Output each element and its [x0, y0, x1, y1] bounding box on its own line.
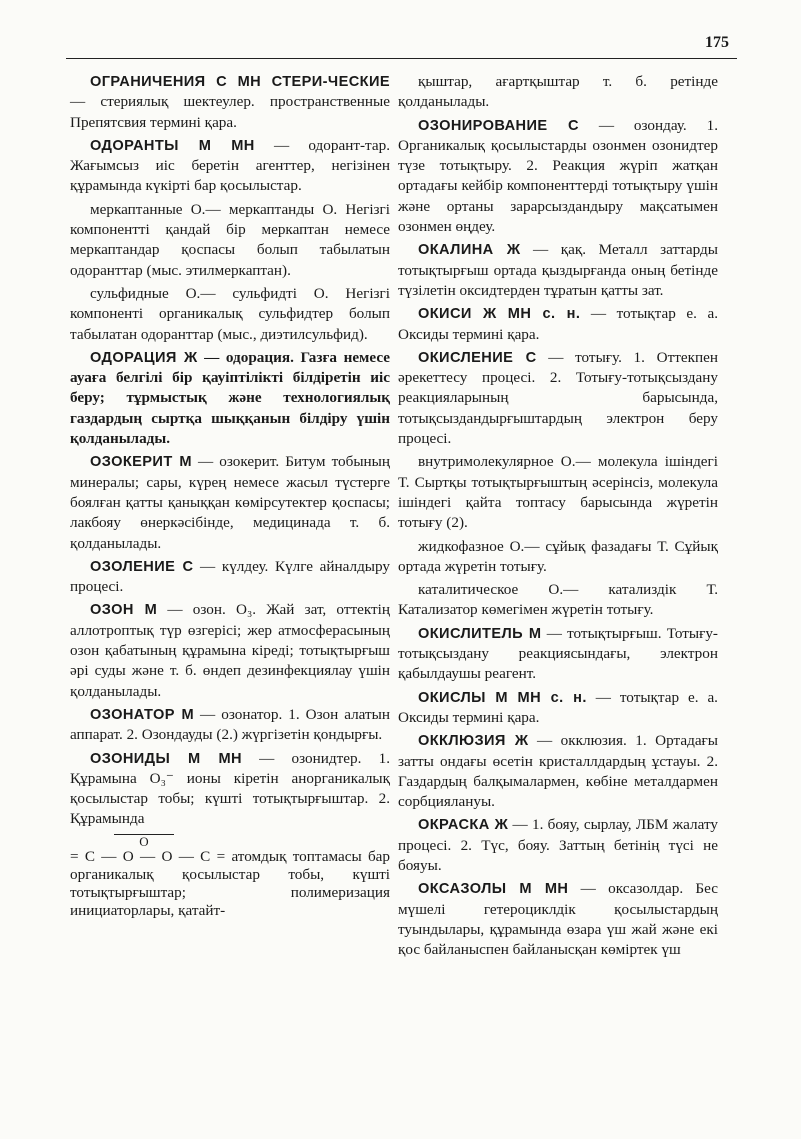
dictionary-entry [398, 580, 718, 621]
dictionary-entry [398, 688, 718, 729]
dictionary-entry [398, 537, 718, 578]
entry-definition: сульфидные О.— сульфидті О. Негізгі компоненті органикалық сульфидтер болып табылатан одоранттар (мыс., диэтилсульфид). [70, 284, 390, 343]
entry-definition: — окклюзия. 1. Ортадағы затты ондағы өсетін кристаллдардың ұстауы. 2. Газдардың балқымалармен, көбіне металдармен сорбциялануы. [398, 732, 718, 811]
dictionary-entry [398, 731, 718, 812]
entry-definition: — тотықтар е. а. Оксиды термині қара. [398, 688, 718, 726]
entry-definition: — озонидтер. 1. Құрамына O₃⁻ ионы кіретін анорганикалық қосылыстар тобы; күшті тотықтырғыштар. 2. Құрамында [70, 749, 390, 828]
entry-definition: — күлдеу. Күлге айналдыру процесі. [70, 557, 391, 596]
dictionary-entry [70, 72, 390, 133]
entry-headword: ОКИСЛЕНИЕ С [418, 349, 537, 366]
entry-definition: — озондау. 1. Органикалық қосылыстарды озонмен озонидтер түзе тотықтыру. 2. Реакция жүріп жатқан ортадағы кейбір компоненттерді тотықтыру үшін және ортаны зарарсыздандыру мақсатымен озонмен өңдеу. [398, 116, 718, 236]
entry-definition: — одорант-тар. Жағымсыз иіс беретін агенттер, негізінен құрамында күкірті бар қосылыстар. [70, 136, 390, 195]
entry-definition: — озон. O₃. Жай зат, оттектің аллотроптық түр өзгерісі; жер атмосферасының озон қабатының құрамына кіреді; тотықтырғыш әрі суды және т. б. өндеп дезинфекциялау үшін қолданылады. [70, 601, 391, 700]
dictionary-entry [70, 749, 390, 830]
entry-definition: меркаптанные О.— меркаптанды О. Негізгі компонентті қандай бір меркаптан немесе меркаптандар қоспасы болып табылатын одоранттар (мыс. этилмеркаптан). [70, 200, 390, 279]
formula-ring-atom: O [114, 834, 174, 848]
formula-text: = C — O — O — C = атомдық топтамасы бар органикалық қосылыстар тобы, күшті тотықтырғыштар; полимеризация инициаторлары, қатайт- [70, 847, 390, 919]
entry-definition: қыштар, ағартқыштар т. б. ретінде қолданылады. [398, 73, 718, 111]
entry-definition: — оксазолдар. Бес мүшелі гетероциклдік қосылыстардың туындылары, құрамында өзара үш жай және екі қос байланыспен байланысқан көміртек үш [398, 880, 718, 959]
entry-definition: — тотықтырғыш. Тотығу-тотықсыздану реакциясындағы, электрон қабылдаушы реагент. [398, 624, 718, 683]
dictionary-entry [70, 284, 390, 345]
entry-definition: внутримолекулярное О.— молекула ішіндегі Т. Сыртқы тотықтырғыштың әсерінсіз, молекула ішіндегі қайта топтасу барысында жүретін тотығу (2). [398, 453, 718, 532]
dictionary-entry [70, 348, 390, 449]
entry-headword: ОДОРАНТЫ М МН [90, 137, 255, 154]
dictionary-entry [398, 304, 718, 345]
entry-headword: ОЗОНИДЫ М МН [90, 750, 242, 767]
dictionary-entry [70, 705, 390, 746]
chemical-formula [70, 834, 390, 920]
entry-definition: — стериялық шектеулер. пространственные Препятсвия термині қара. [70, 93, 390, 131]
entry-definition: — 1. бояу, сырлау, ЛБМ жалату процесі. 2. Түс, бояу. Заттың бетінің түсі не бояуы. [398, 816, 719, 874]
entry-headword: ОКИСИ Ж МН с. н. [418, 306, 581, 323]
dictionary-entry [70, 200, 390, 281]
dictionary-entry [70, 600, 390, 701]
dictionary-entry [398, 72, 718, 113]
entry-definition: жидкофазное О.— сұйық фазадағы Т. Сұйық ортада жүретін тотығу. [398, 537, 718, 575]
entry-definition: каталитическое О.— катализдік Т. Катализатор көмегімен жүретін тотығу. [398, 581, 718, 619]
dictionary-entry [398, 879, 718, 960]
entry-definition: — тотығу. 1. Оттекпен әрекеттесу процесі. 2. Тотығу-тотықсыздану реакцияларының барысында, тотықсыздандырғыштардың электрон беру процесі. [398, 348, 718, 448]
entry-definition: — озонатор. 1. Озон алатын аппарат. 2. Озондауды (2.) жүргізетін қондырғы. [70, 705, 390, 744]
entry-definition: — одорация. Газға немесе ауаға белгілі бір қауіптілікті білдіретін иіс беру; тұрмыстық және технологиялық газдардың сыртқа шыққанын білдіру үшін қолданылады. [70, 348, 390, 448]
entry-headword: ОДОРАЦИЯ Ж [90, 349, 198, 366]
right-column [398, 72, 718, 963]
entry-headword: ОКРАСКА Ж [418, 817, 509, 834]
dictionary-entry [398, 815, 718, 876]
entry-headword: ОЗОН М [90, 602, 158, 619]
entry-headword: ОКСАЗОЛЫ М МН [418, 881, 569, 898]
entry-headword: ОКИСЛЫ М МН с. н. [418, 689, 587, 706]
entry-headword: ОКАЛИНА Ж [418, 242, 521, 259]
dictionary-entry [398, 116, 718, 238]
dictionary-entry [70, 136, 390, 197]
entry-headword: ОГРАНИЧЕНИЯ С МН СТЕРИ-ЧЕСКИЕ [90, 74, 390, 90]
entry-headword: ОКИСЛИТЕЛЬ М [418, 625, 542, 642]
dictionary-entry [398, 624, 718, 685]
page-number: 175 [705, 34, 729, 51]
entry-definition: — қақ. Металл заттарды тотықтырғыш ортада қыздырғанда оның бетінде түзілетін оксидтерден тұратын қатты зат. [398, 241, 718, 299]
entry-headword: ОККЛЮЗИЯ Ж [418, 733, 529, 750]
entry-headword: ОЗОНИРОВАНИЕ С [418, 117, 579, 134]
dictionary-entry [398, 240, 718, 301]
left-column [70, 72, 390, 922]
entry-definition: — озокерит. Битум тобының минералы; сары, күрең немесе жасыл түстерге боялған қатты қаныққан көмірсутектер қоспасы; лакбояу өнеркәсібінде, медицинада т. б. қолданылады. [70, 453, 390, 552]
dictionary-entry [70, 452, 390, 553]
entry-headword: ОЗОКЕРИТ М [90, 454, 192, 471]
dictionary-entry [398, 452, 718, 533]
dictionary-entry [70, 557, 390, 598]
header-rule [66, 58, 737, 59]
dictionary-entry [398, 348, 718, 449]
entry-definition: — тотықтар е. а. Оксиды термині қара. [398, 305, 718, 343]
entry-headword: ОЗОНАТОР М [90, 706, 195, 723]
entry-headword: ОЗОЛЕНИЕ С [90, 558, 194, 575]
